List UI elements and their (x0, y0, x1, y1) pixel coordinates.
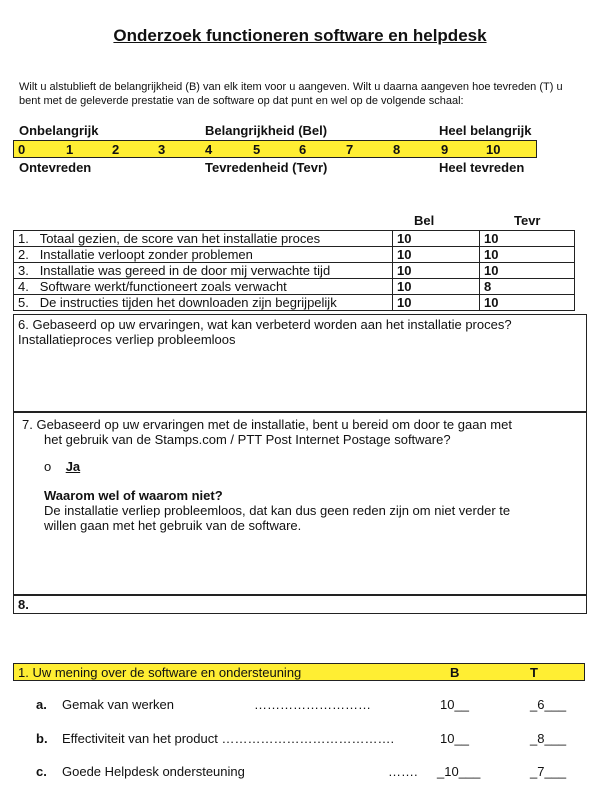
table-row (14, 247, 575, 263)
bel-score: 10 (393, 247, 480, 263)
row-number: 1. (18, 231, 29, 246)
row-number: 3. (18, 263, 29, 278)
scale-number: 4 (205, 142, 213, 157)
answer-choice-ja: Ja (65, 459, 81, 474)
scale-label-unimportant: Onbelangrijk (19, 123, 99, 138)
row-text: Installatie was gereed in de door mij verwachte tijd (39, 263, 331, 278)
question-7-text-line2: het gebruik van de Stamps.com / PTT Post Internet Postage software? (44, 432, 451, 447)
b-score: _10___ (437, 764, 481, 779)
row-text: Installatie verloopt zonder problemen (39, 247, 253, 262)
row-text: Software werkt/functioneert zoals verwacht (39, 279, 287, 294)
question-7-box (13, 412, 587, 595)
row-letter: c. (36, 764, 47, 779)
scale-number: 5 (253, 142, 261, 157)
question-7-answer-line2: willen gaan met het gebruik van de software. (44, 518, 302, 533)
scale-label-dissatisfied: Ontevreden (19, 160, 92, 175)
row-number: 4. (18, 279, 29, 294)
t-score: _6___ (530, 697, 567, 712)
tevr-score: 10 (480, 263, 575, 279)
column-header-tevr: Tevr (514, 213, 541, 228)
row-label: Goede Helpdesk ondersteuning (62, 764, 245, 779)
scale-label-very-important: Heel belangrijk (439, 123, 532, 138)
scale-number: 2 (112, 142, 120, 157)
scale-number: 8 (393, 142, 401, 157)
question-cell (14, 279, 393, 295)
scale-number: 6 (299, 142, 307, 157)
question-7-text-line1: 7. Gebaseerd op uw ervaringen met de installatie, bent u bereid om door te gaan met (22, 417, 512, 432)
bel-score: 10 (393, 263, 480, 279)
scale-label-very-satisfied: Heel tevreden (439, 160, 525, 175)
scale-number: 0 (18, 142, 26, 157)
row-letter: b. (36, 731, 48, 746)
question-cell (14, 263, 393, 279)
rating-scale-bar (13, 140, 537, 158)
row-label: Gemak van werken (62, 697, 174, 712)
question-cell (14, 247, 393, 263)
row-dots: ……………………… (254, 697, 371, 712)
row-text: De instructies tijden het downloaden zijn begrijpelijk (39, 295, 337, 310)
row-dots: ……. (388, 764, 418, 779)
question-7-answer-line1: De installatie verliep probleemloos, dat kan dus geen reden zijn om niet verder te (44, 503, 511, 518)
tevr-score: 10 (480, 231, 575, 247)
scale-number: 3 (158, 142, 166, 157)
question-cell (14, 231, 393, 247)
tevr-score: 10 (480, 247, 575, 263)
b-score: 10__ (440, 731, 469, 746)
t-score: _8___ (530, 731, 567, 746)
section-title: 1. Uw mening over de software en ondersteuning (18, 665, 302, 680)
scale-number: 1 (66, 142, 74, 157)
bel-score: 10 (393, 279, 480, 295)
question-8-box (13, 595, 587, 614)
scale-number: 7 (346, 142, 354, 157)
column-header-bel: Bel (414, 213, 435, 228)
bel-score: 10 (393, 295, 480, 311)
table-row (14, 231, 575, 247)
page-title: Onderzoek functioneren software en helpdesk (113, 26, 487, 45)
scale-number: 10 (486, 142, 501, 157)
section-header (13, 663, 585, 681)
scale-number: 9 (441, 142, 449, 157)
row-number: 5. (18, 295, 29, 310)
rating-table (13, 230, 575, 311)
question-6-text: 6. Gebaseerd op uw ervaringen, wat kan verbeterd worden aan het installatie proces? (18, 317, 512, 332)
instructions-text: Wilt u alstublieft de belangrijkheid (B) van elk item voor u aangeven. Wilt u daarna aangeven hoe tevreden (T) u bent met de geleverde prestatie van de software op dat punt en wel op de volgende schaal: (19, 81, 563, 107)
column-header-t: T (530, 665, 538, 680)
table-row (14, 263, 575, 279)
scale-label-satisfaction: Tevredenheid (Tevr) (205, 160, 328, 175)
question-cell (14, 295, 393, 311)
column-header-b: B (450, 665, 460, 680)
question-8-label: 8. (18, 597, 29, 612)
row-number: 2. (18, 247, 29, 262)
table-row (14, 279, 575, 295)
scale-label-importance: Belangrijkheid (Bel) (205, 123, 328, 138)
tevr-score: 10 (480, 295, 575, 311)
b-score: 10__ (440, 697, 469, 712)
row-text: Totaal gezien, de score van het installatie proces (39, 231, 321, 246)
row-label: Effectiviteit van het product …………………………………. (62, 731, 395, 746)
question-6-box (13, 314, 587, 412)
tevr-score: 8 (480, 279, 575, 295)
why-heading: Waarom wel of waarom niet? (44, 488, 223, 503)
question-6-answer: Installatieproces verliep probleemloos (18, 332, 236, 347)
bel-score: 10 (393, 231, 480, 247)
table-row (14, 295, 575, 311)
t-score: _7___ (530, 764, 567, 779)
radio-bullet: o (44, 459, 52, 474)
answer-option (22, 459, 578, 474)
row-letter: a. (36, 697, 47, 712)
